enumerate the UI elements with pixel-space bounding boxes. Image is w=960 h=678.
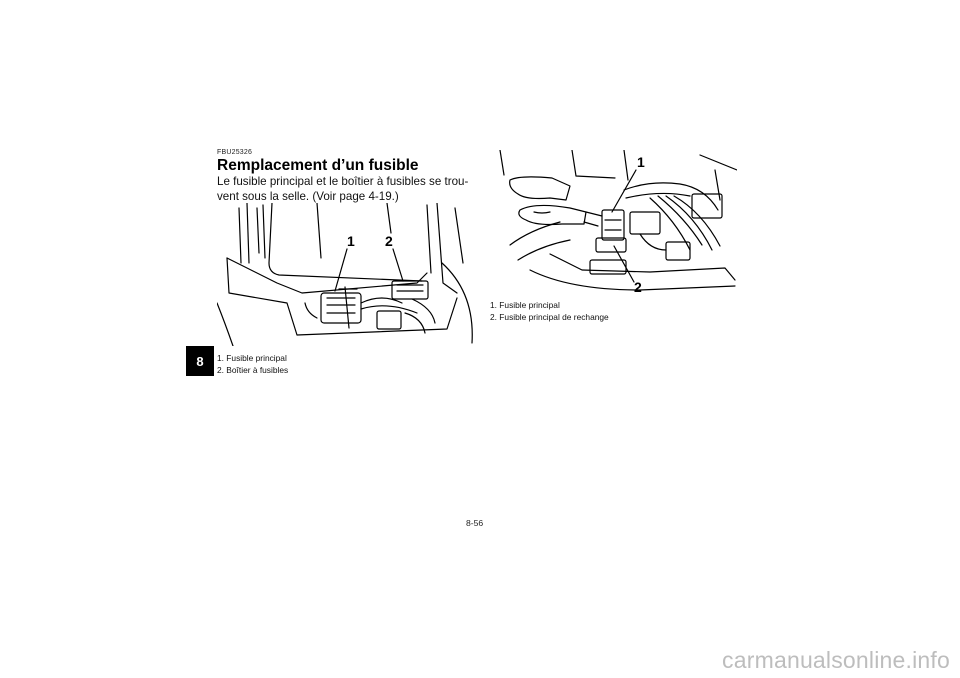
figure-fuse-box bbox=[217, 203, 475, 346]
caption-item: 2. Boîtier à fusibles bbox=[217, 365, 289, 375]
section-body bbox=[217, 174, 479, 204]
section-code: FBU25326 bbox=[217, 149, 253, 156]
body-line: Le fusible principal et le boîtier à fusibles se trou- bbox=[217, 175, 469, 188]
callout-label: 1 bbox=[347, 233, 355, 249]
callout-label: 1 bbox=[637, 154, 645, 170]
page-number: 8-56 bbox=[466, 518, 484, 528]
caption-item: 1. Fusible principal bbox=[490, 300, 560, 310]
main-fuse-illustration bbox=[490, 150, 737, 295]
figure-main-fuse bbox=[490, 150, 737, 295]
callout-label: 2 bbox=[385, 233, 393, 249]
caption-item: 1. Fusible principal bbox=[217, 353, 287, 363]
section-heading: Remplacement d’un fusible bbox=[217, 157, 419, 174]
caption-item: 2. Fusible principal de rechange bbox=[490, 312, 609, 322]
body-line: vent sous la selle. (Voir page 4-19.) bbox=[217, 190, 399, 203]
figure1-caption bbox=[217, 352, 288, 376]
chapter-tab: 8 bbox=[186, 346, 214, 376]
figure2-caption bbox=[490, 299, 609, 323]
callout-label: 2 bbox=[634, 279, 642, 295]
watermark: carmanualsonline.info bbox=[722, 647, 950, 673]
fuse-box-illustration bbox=[217, 203, 475, 346]
